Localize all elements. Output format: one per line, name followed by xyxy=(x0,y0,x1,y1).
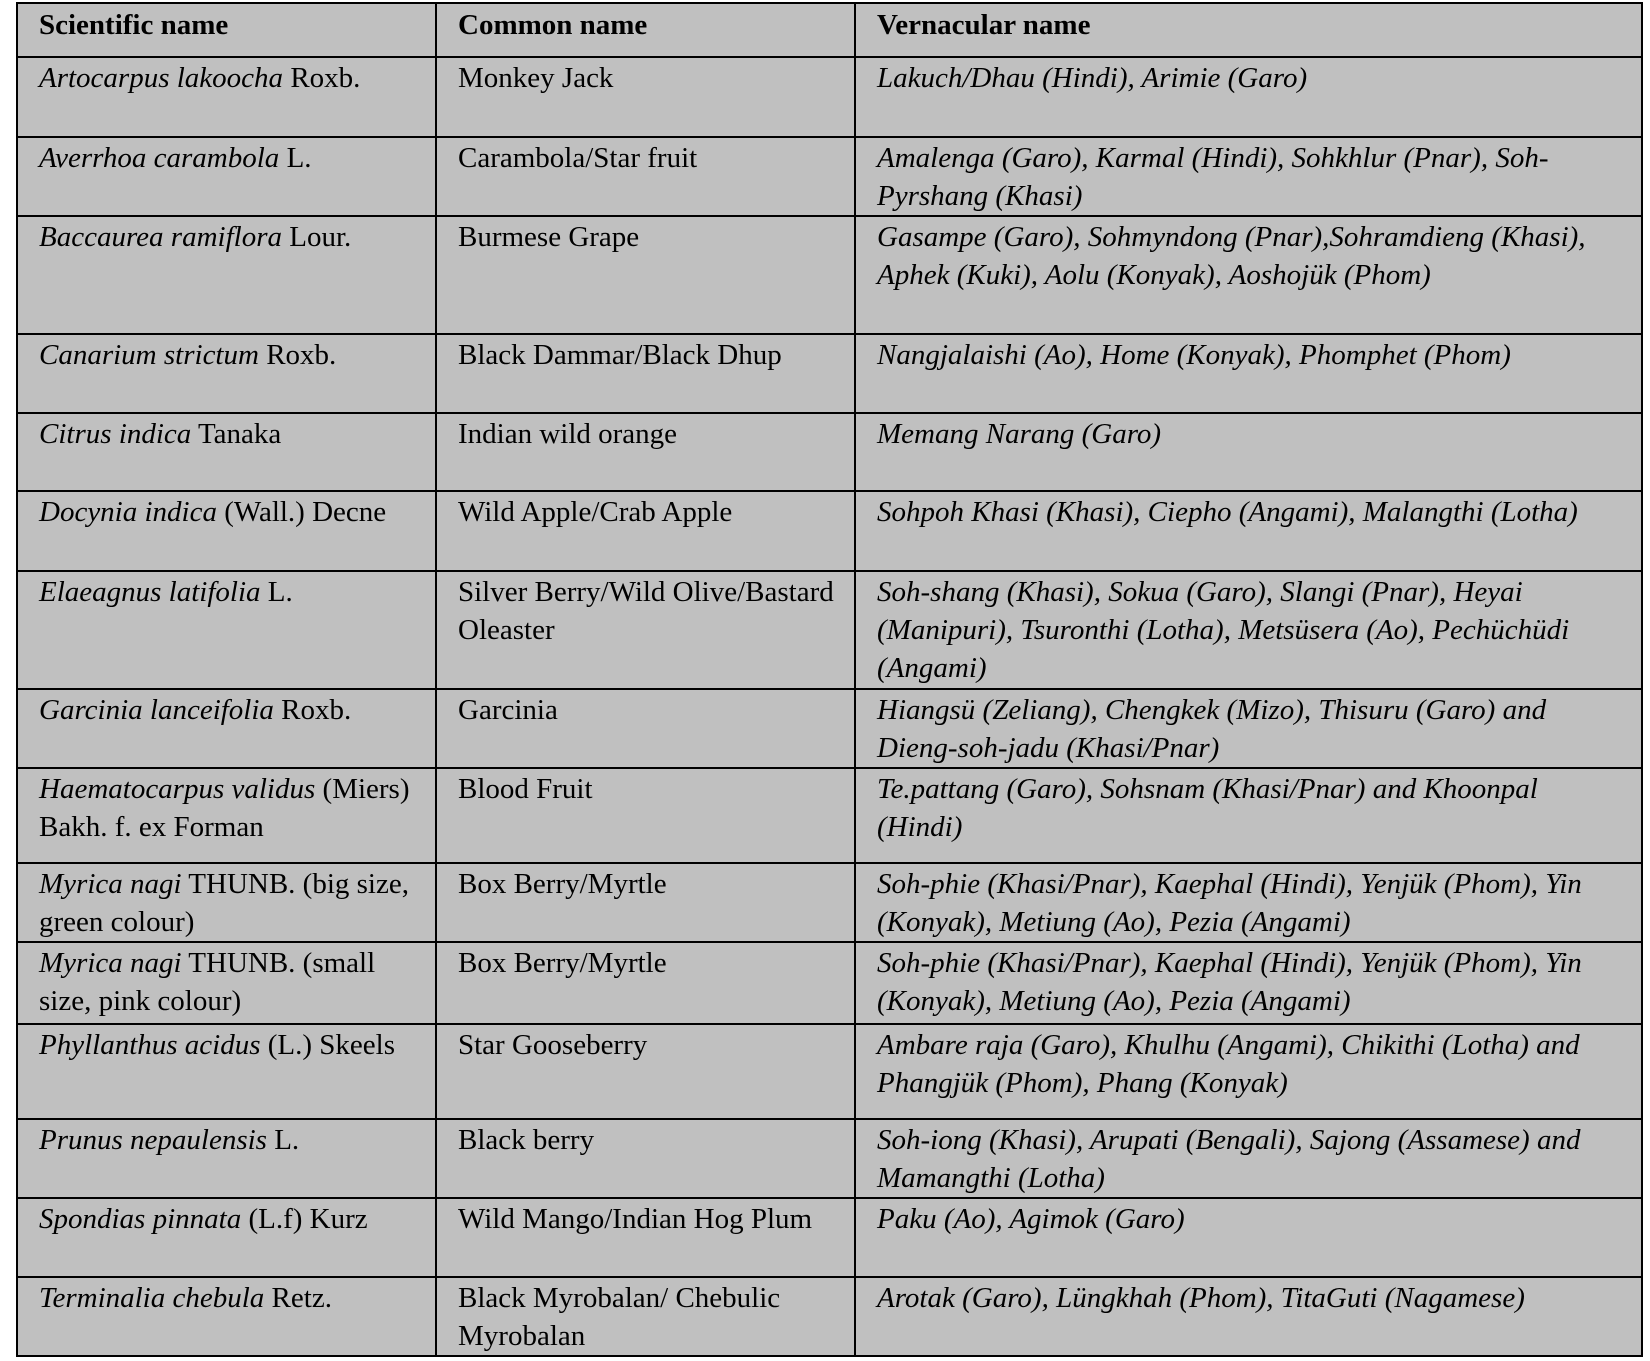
cell-common-name: Wild Apple/Crab Apple xyxy=(436,491,855,571)
cell-vernacular-name: Arotak (Garo), Lüngkhah (Phom), TitaGuti (Nagamese) xyxy=(855,1277,1642,1356)
cell-common-name: Black Myrobalan/ Chebulic Myrobalan xyxy=(436,1277,855,1356)
cell-common-name: Box Berry/Myrtle xyxy=(436,942,855,1024)
cell-common-name: Indian wild orange xyxy=(436,413,855,491)
header-row xyxy=(17,3,1642,57)
scientific-genus-species: Prunus nepaulensis xyxy=(39,1124,267,1156)
scientific-authority: (Miers) Bakh. f. ex Forman xyxy=(39,773,410,843)
cell-common-name: Blood Fruit xyxy=(436,768,855,863)
scientific-authority: Roxb. xyxy=(273,694,352,726)
scientific-authority: L. xyxy=(260,576,293,608)
cell-scientific-name xyxy=(17,413,436,491)
cell-vernacular-name: Soh-phie (Khasi/Pnar), Kaephal (Hindi), Yenjük (Phom), Yin (Konyak), Metiung (Ao), Pezia (Angami) xyxy=(855,863,1642,942)
cell-vernacular-name: Soh-phie (Khasi/Pnar), Kaephal (Hindi), Yenjük (Phom), Yin (Konyak), Metiung (Ao), Pezia (Angami) xyxy=(855,942,1642,1024)
scientific-genus-species: Elaeagnus latifolia xyxy=(39,576,261,608)
scientific-genus-species: Garcinia lanceifolia xyxy=(39,694,274,726)
cell-common-name: Carambola/Star fruit xyxy=(436,137,855,216)
table-row xyxy=(17,57,1642,137)
cell-scientific-name xyxy=(17,57,436,137)
cell-vernacular-name: Hiangsü (Zeliang), Chengkek (Mizo), Thisuru (Garo) and Dieng-soh-jadu (Khasi/Pnar) xyxy=(855,689,1642,768)
scientific-authority: L. xyxy=(266,1124,300,1156)
scientific-authority: Roxb. xyxy=(258,339,337,371)
cell-vernacular-name: Memang Narang (Garo) xyxy=(855,413,1642,491)
cell-scientific-name xyxy=(17,216,436,334)
scientific-genus-species: Citrus indica xyxy=(39,418,192,450)
scientific-genus-species: Myrica nagi xyxy=(39,947,182,979)
table-row xyxy=(17,413,1642,491)
scientific-authority: L. xyxy=(279,142,312,174)
cell-common-name: Silver Berry/Wild Olive/Bastard Oleaster xyxy=(436,571,855,689)
header-vernacular-name: Vernacular name xyxy=(855,3,1642,57)
cell-scientific-name xyxy=(17,768,436,863)
table-body xyxy=(17,57,1642,1356)
cell-vernacular-name: Soh-shang (Khasi), Sokua (Garo), Slangi (Pnar), Heyai (Manipuri), Tsuronthi (Lotha), Metsüsera (Ao), Pechüchüdi (Angami) xyxy=(855,571,1642,689)
cell-common-name: Star Gooseberry xyxy=(436,1024,855,1119)
table-row xyxy=(17,137,1642,216)
scientific-authority: THUNB. (small size, pink colour) xyxy=(39,947,376,1017)
cell-scientific-name xyxy=(17,571,436,689)
header-common-name: Common name xyxy=(436,3,855,57)
scientific-authority: Tanaka xyxy=(191,418,282,450)
scientific-genus-species: Spondias pinnata xyxy=(39,1203,242,1235)
cell-vernacular-name: Amalenga (Garo), Karmal (Hindi), Sohkhlur (Pnar), Soh-Pyrshang (Khasi) xyxy=(855,137,1642,216)
cell-scientific-name xyxy=(17,491,436,571)
table-row xyxy=(17,689,1642,768)
cell-scientific-name xyxy=(17,942,436,1024)
cell-vernacular-name: Nangjalaishi (Ao), Home (Konyak), Phomphet (Phom) xyxy=(855,334,1642,413)
table-row xyxy=(17,768,1642,863)
cell-common-name: Box Berry/Myrtle xyxy=(436,863,855,942)
scientific-authority: (L.f) Kurz xyxy=(241,1203,368,1235)
cell-scientific-name xyxy=(17,689,436,768)
cell-common-name: Garcinia xyxy=(436,689,855,768)
cell-common-name: Wild Mango/Indian Hog Plum xyxy=(436,1198,855,1277)
cell-scientific-name xyxy=(17,1119,436,1198)
cell-scientific-name xyxy=(17,1024,436,1119)
scientific-authority: Lour. xyxy=(281,221,352,253)
cell-scientific-name xyxy=(17,1277,436,1356)
cell-vernacular-name: Ambare raja (Garo), Khulhu (Angami), Chikithi (Lotha) and Phangjük (Phom), Phang (Konyak) xyxy=(855,1024,1642,1119)
species-table xyxy=(16,2,1643,1357)
scientific-genus-species: Baccaurea ramiflora xyxy=(39,221,282,253)
scientific-authority: (Wall.) Decne xyxy=(216,496,387,528)
table-row xyxy=(17,571,1642,689)
cell-vernacular-name: Sohpoh Khasi (Khasi), Ciepho (Angami), Malangthi (Lotha) xyxy=(855,491,1642,571)
table-row xyxy=(17,334,1642,413)
cell-vernacular-name: Soh-iong (Khasi), Arupati (Bengali), Sajong (Assamese) and Mamangthi (Lotha) xyxy=(855,1119,1642,1198)
cell-scientific-name xyxy=(17,137,436,216)
cell-common-name: Black Dammar/Black Dhup xyxy=(436,334,855,413)
scientific-genus-species: Haematocarpus validus xyxy=(39,773,316,805)
scientific-genus-species: Docynia indica xyxy=(39,496,217,528)
scientific-genus-species: Myrica nagi xyxy=(39,868,182,900)
scientific-authority: Retz. xyxy=(264,1282,332,1314)
cell-scientific-name xyxy=(17,863,436,942)
cell-vernacular-name: Paku (Ao), Agimok (Garo) xyxy=(855,1198,1642,1277)
table-row xyxy=(17,216,1642,334)
scientific-genus-species: Averrhoa carambola xyxy=(39,142,280,174)
scientific-authority: (L.) Skeels xyxy=(260,1029,396,1061)
cell-vernacular-name: Lakuch/Dhau (Hindi), Arimie (Garo) xyxy=(855,57,1642,137)
cell-scientific-name xyxy=(17,334,436,413)
table-row xyxy=(17,491,1642,571)
header-scientific-name: Scientific name xyxy=(17,3,436,57)
scientific-genus-species: Terminalia chebula xyxy=(39,1282,265,1314)
scientific-authority: Roxb. xyxy=(283,62,361,94)
table-row xyxy=(17,1119,1642,1198)
table-row xyxy=(17,1024,1642,1119)
cell-common-name: Black berry xyxy=(436,1119,855,1198)
cell-scientific-name xyxy=(17,1198,436,1277)
scientific-genus-species: Phyllanthus acidus xyxy=(39,1029,261,1061)
cell-vernacular-name: Gasampe (Garo), Sohmyndong (Pnar),Sohramdieng (Khasi), Aphek (Kuki), Aolu (Konyak), Aoshojük (Phom) xyxy=(855,216,1642,334)
scientific-genus-species: Canarium strictum xyxy=(39,339,259,371)
table-row xyxy=(17,1198,1642,1277)
table-row xyxy=(17,1277,1642,1356)
scientific-genus-species: Artocarpus lakoocha xyxy=(39,62,284,94)
cell-vernacular-name: Te.pattang (Garo), Sohsnam (Khasi/Pnar) and Khoonpal (Hindi) xyxy=(855,768,1642,863)
table-row xyxy=(17,863,1642,942)
cell-common-name: Burmese Grape xyxy=(436,216,855,334)
scientific-authority: THUNB. (big size, green colour) xyxy=(39,868,409,938)
cell-common-name: Monkey Jack xyxy=(436,57,855,137)
table-row xyxy=(17,942,1642,1024)
